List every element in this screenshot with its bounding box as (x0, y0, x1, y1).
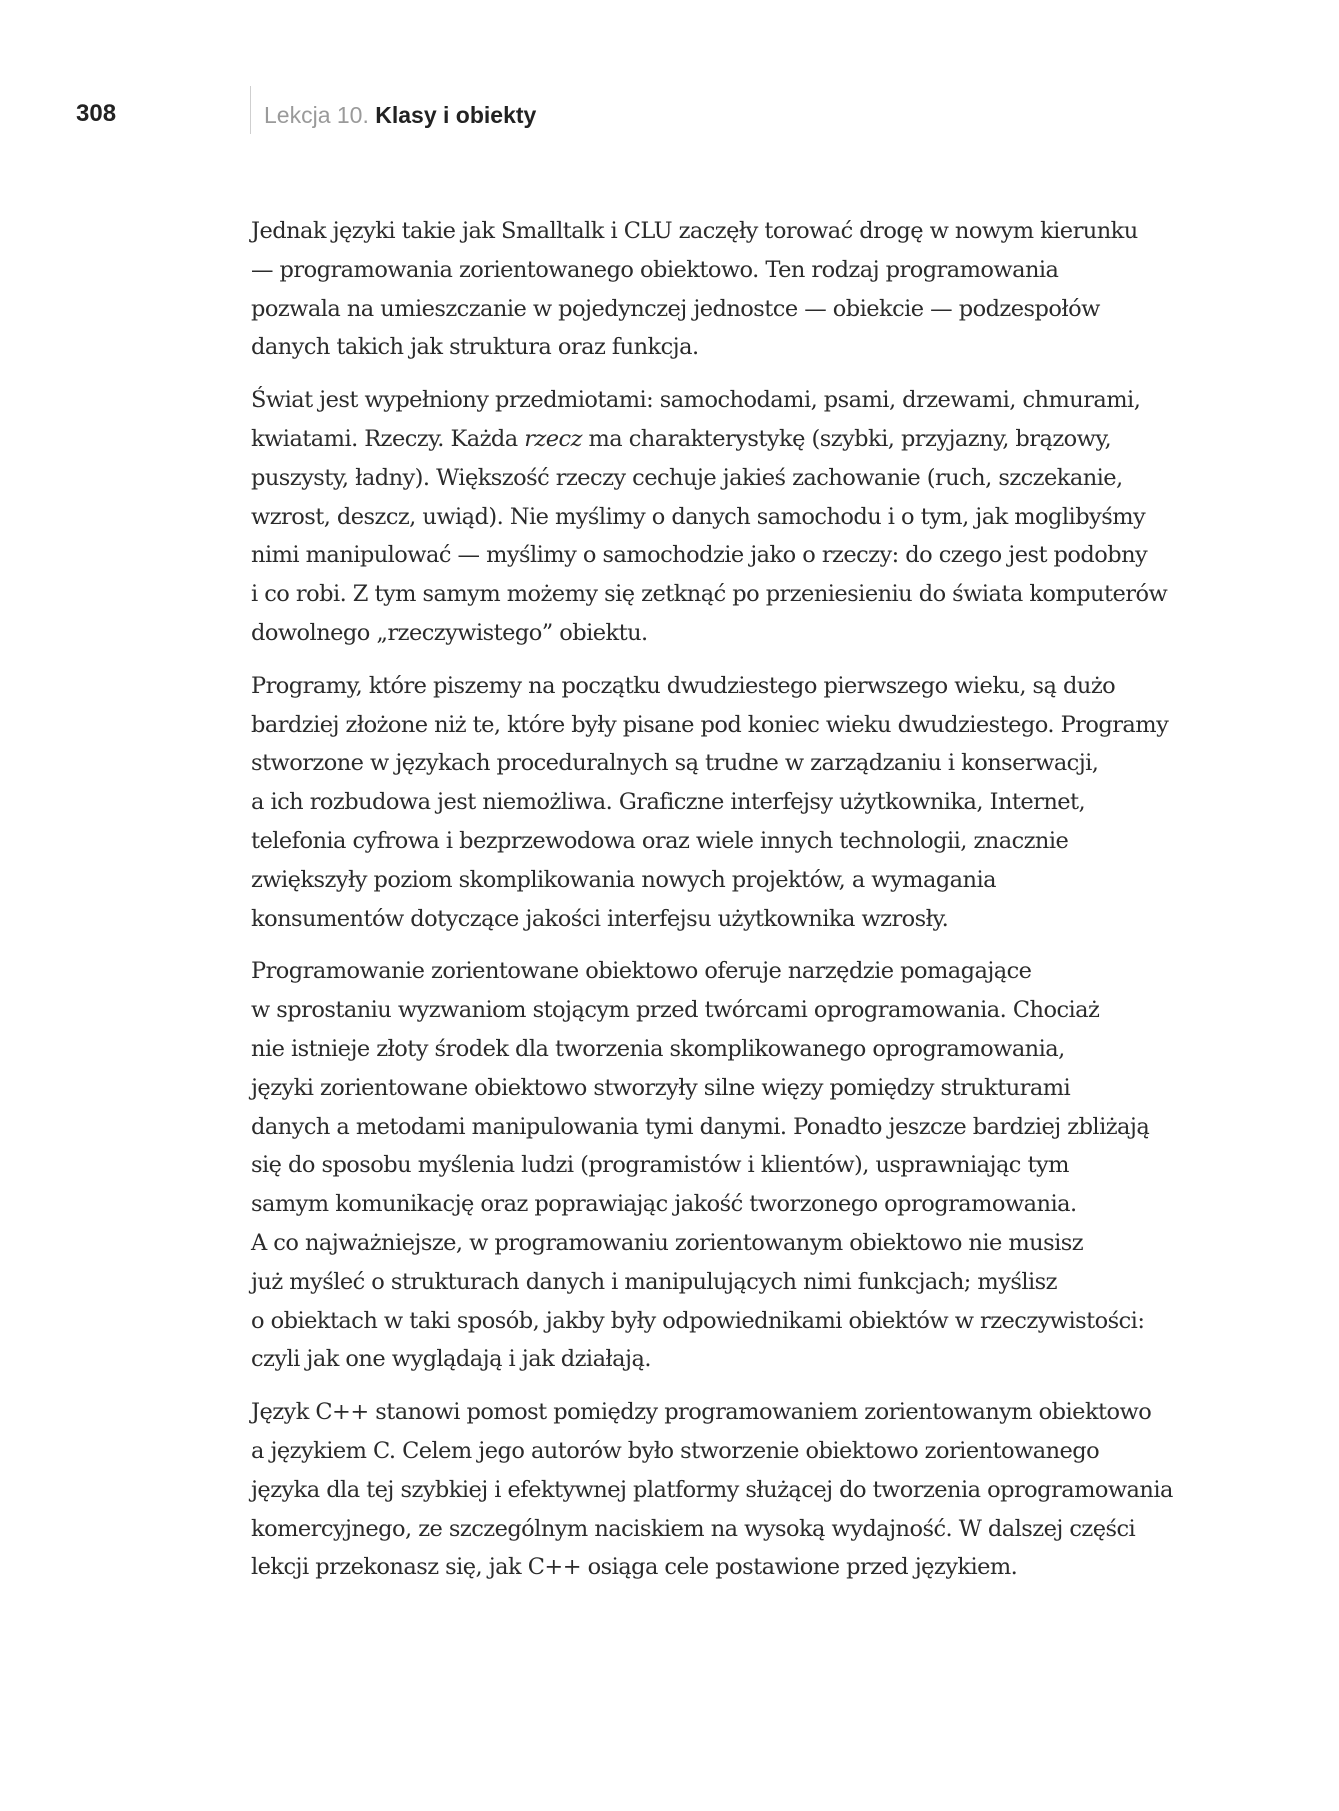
text-line: języki zorientowane obiektowo stworzyły silne więzy pomiędzy strukturami (251, 1074, 1071, 1101)
chapter-title: Klasy i obiekty (375, 102, 537, 128)
text-line: danych a metodami manipulowania tymi danymi. Ponadto jeszcze bardziej zbliżają (251, 1113, 1150, 1140)
paragraph-1 (251, 212, 1195, 367)
text-line: pozwala na umieszczanie w pojedynczej jednostce — obiekcie — podzespołów (251, 295, 1100, 322)
text-line: komercyjnego, ze szczególnym naciskiem na wysoką wydajność. W dalszej części (251, 1515, 1136, 1542)
text-line: a językiem C. Celem jego autorów było stworzenie obiektowo zorientowanego (251, 1437, 1100, 1464)
lesson-label: Lekcja 10. (264, 102, 369, 128)
text-line-with-emphasis (251, 420, 1195, 459)
text-line: Świat jest wypełniony przedmiotami: samochodami, psami, drzewami, chmurami, (251, 387, 1141, 414)
text-line: Jednak języki takie jak Smalltalk i CLU zaczęły torować drogę w nowym kierunku (251, 218, 1138, 244)
text-segment: ma charakterystykę (szybki, przyjazny, brązowy, (581, 425, 1112, 452)
page-number: 308 (76, 100, 117, 127)
text-line: wzrost, deszcz, uwiąd). Nie myślimy o danych samochodu i o tym, jak moglibyśmy (251, 503, 1146, 530)
text-line: dowolnego „rzeczywistego” obiektu. (251, 619, 648, 646)
text-line: Programy, które piszemy na początku dwudziestego pierwszego wieku, są dużo (251, 672, 1116, 699)
text-line: puszysty, ładny). Większość rzeczy cechuje jakieś zachowanie (ruch, szczekanie, (251, 464, 1123, 491)
paragraph-2 (251, 381, 1195, 653)
text-line: czyli jak one wyglądają i jak działają. (251, 1346, 651, 1373)
text-line: stworzone w językach proceduralnych są trudne w zarządzaniu i konserwacji, (251, 750, 1099, 777)
running-head (264, 104, 536, 127)
text-line: telefonia cyfrowa i bezprzewodowa oraz wiele innych technologii, znacznie (251, 827, 1069, 854)
text-line: już myśleć o strukturach danych i manipulujących nimi funkcjach; myślisz (251, 1268, 1057, 1295)
text-line: — programowania zorientowanego obiektowo. Ten rodzaj programowania (251, 256, 1059, 283)
body-text (251, 212, 1195, 1601)
paragraph-4 (251, 952, 1195, 1379)
text-line: i co robi. Z tym samym możemy się zetknąć po przeniesieniu do świata komputerów (251, 581, 1168, 608)
text-line: bardziej złożone niż te, które były pisane pod koniec wieku dwudziestego. Programy (251, 711, 1169, 738)
paragraph-5 (251, 1393, 1195, 1587)
text-line: a ich rozbudowa jest niemożliwa. Graficzne interfejsy użytkownika, Internet, (251, 789, 1086, 816)
text-line: w sprostaniu wyzwaniom stojącym przed twórcami oprogramowania. Chociaż (251, 997, 1100, 1024)
text-line: lekcji przekonasz się, jak C++ osiąga cele postawione przed językiem. (251, 1554, 1018, 1581)
text-line: nimi manipulować — myślimy o samochodzie jako o rzeczy: do czego jest podobny (251, 542, 1148, 569)
text-line: zwiększyły poziom skomplikowania nowych projektów, a wymagania (251, 866, 996, 893)
emphasized-word: rzecz (524, 425, 582, 452)
text-line: Język C++ stanowi pomost pomiędzy programowaniem zorientowanym obiektowo (251, 1399, 1152, 1426)
text-segment: kwiatami. Rzeczy. Każda (251, 425, 525, 452)
text-line: nie istnieje złoty środek dla tworzenia skomplikowanego oprogramowania, (251, 1035, 1065, 1062)
header-divider (250, 86, 251, 134)
paragraph-3 (251, 667, 1195, 939)
text-line: konsumentów dotyczące jakości interfejsu użytkownika wzrosły. (251, 905, 949, 932)
text-line: Programowanie zorientowane obiektowo oferuje narzędzie pomagające (251, 958, 1032, 985)
text-line: A co najważniejsze, w programowaniu zorientowanym obiektowo nie musisz (251, 1229, 1084, 1256)
text-line: o obiektach w taki sposób, jakby były odpowiednikami obiektów w rzeczywistości: (251, 1307, 1145, 1334)
text-line: danych takich jak struktura oraz funkcja. (251, 334, 699, 361)
text-line: języka dla tej szybkiej i efektywnej platformy służącej do tworzenia oprogramowania (251, 1476, 1173, 1503)
text-line: się do sposobu myślenia ludzi (programistów i klientów), usprawniając tym (251, 1152, 1069, 1179)
text-line: samym komunikację oraz poprawiając jakość tworzonego oprogramowania. (251, 1191, 1077, 1218)
